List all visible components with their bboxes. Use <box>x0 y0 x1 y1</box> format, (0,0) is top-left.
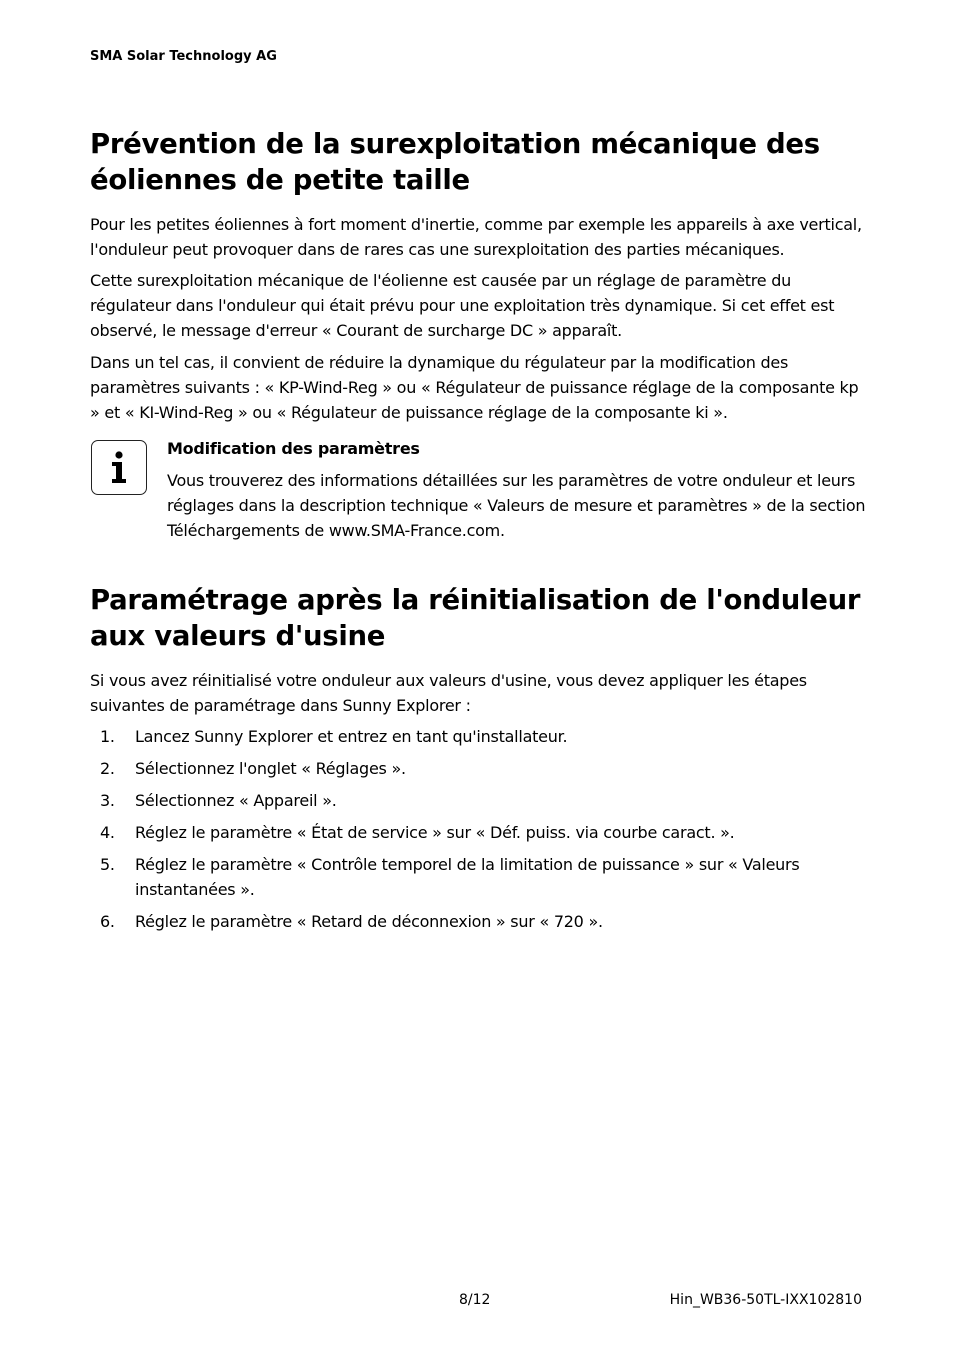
company-name: SMA Solar Technology AG <box>90 49 277 64</box>
step-number: 3. <box>100 791 115 810</box>
list-item <box>90 820 870 845</box>
step-number: 2. <box>100 759 115 778</box>
section-title-parametrage: Paramétrage après la réinitialisation de l'onduleur aux valeurs d'usine <box>90 584 861 652</box>
step-text: Réglez le paramètre « État de service » sur « Déf. puiss. via courbe caract. ». <box>135 823 735 842</box>
step-text: Sélectionnez « Appareil ». <box>135 791 337 810</box>
step-number: 4. <box>100 823 115 842</box>
info-glyph-icon <box>109 451 129 485</box>
step-number: 6. <box>100 912 115 931</box>
step-number: 5. <box>100 855 115 874</box>
paragraph: Si vous avez réinitialisé votre onduleur aux valeurs d'usine, vous devez appliquer les étapes suivantes de paramétrage dans Sunny Explorer : <box>90 671 807 715</box>
info-note-text: Vous trouverez des informations détaillées sur les paramètres de votre onduleur et leurs réglages dans la description technique « Valeurs de mesure et paramètres » de la section Téléchargements de www.SMA-France.com. <box>167 471 866 540</box>
info-icon <box>91 440 147 495</box>
list-item <box>90 756 870 781</box>
paragraph: Pour les petites éoliennes à fort moment d'inertie, comme par exemple les appareils à axe vertical, l'onduleur peut provoquer dans de rares cas une surexploitation des parties mécaniques. <box>90 215 862 259</box>
list-item <box>90 788 870 813</box>
step-number: 1. <box>100 727 115 746</box>
step-text: Réglez le paramètre « Contrôle temporel de la limitation de puissance » sur « Valeurs instantanées ». <box>135 855 800 899</box>
list-item <box>90 724 870 749</box>
info-note-title: Modification des paramètres <box>167 439 420 458</box>
paragraph: Dans un tel cas, il convient de réduire la dynamique du régulateur par la modification des paramètres suivants : « KP-Wind-Reg » ou « Régulateur de puissance réglage de la composante kp » et « KI-Wind-Reg » ou « Régulateur de puissance réglage de la composante ki ». <box>90 353 859 422</box>
document-id: Hin_WB36-50TL-IXX102810 <box>669 1292 862 1308</box>
step-text: Lancez Sunny Explorer et entrez en tant qu'installateur. <box>135 727 568 746</box>
section-title-prevention: Prévention de la surexploitation mécanique des éoliennes de petite taille <box>90 128 820 196</box>
steps-list <box>90 724 870 941</box>
paragraph: Cette surexploitation mécanique de l'éolienne est causée par un réglage de paramètre du régulateur dans l'onduleur qui était prévu pour une exploitation très dynamique. Si cet effet est observé, le message d'erreur « Courant de surcharge DC » apparaît. <box>90 271 835 340</box>
list-item <box>90 852 870 902</box>
list-item <box>90 909 870 934</box>
page-number: 8/12 <box>459 1292 491 1308</box>
step-text: Sélectionnez l'onglet « Réglages ». <box>135 759 406 778</box>
step-text: Réglez le paramètre « Retard de déconnexion » sur « 720 ». <box>135 912 603 931</box>
